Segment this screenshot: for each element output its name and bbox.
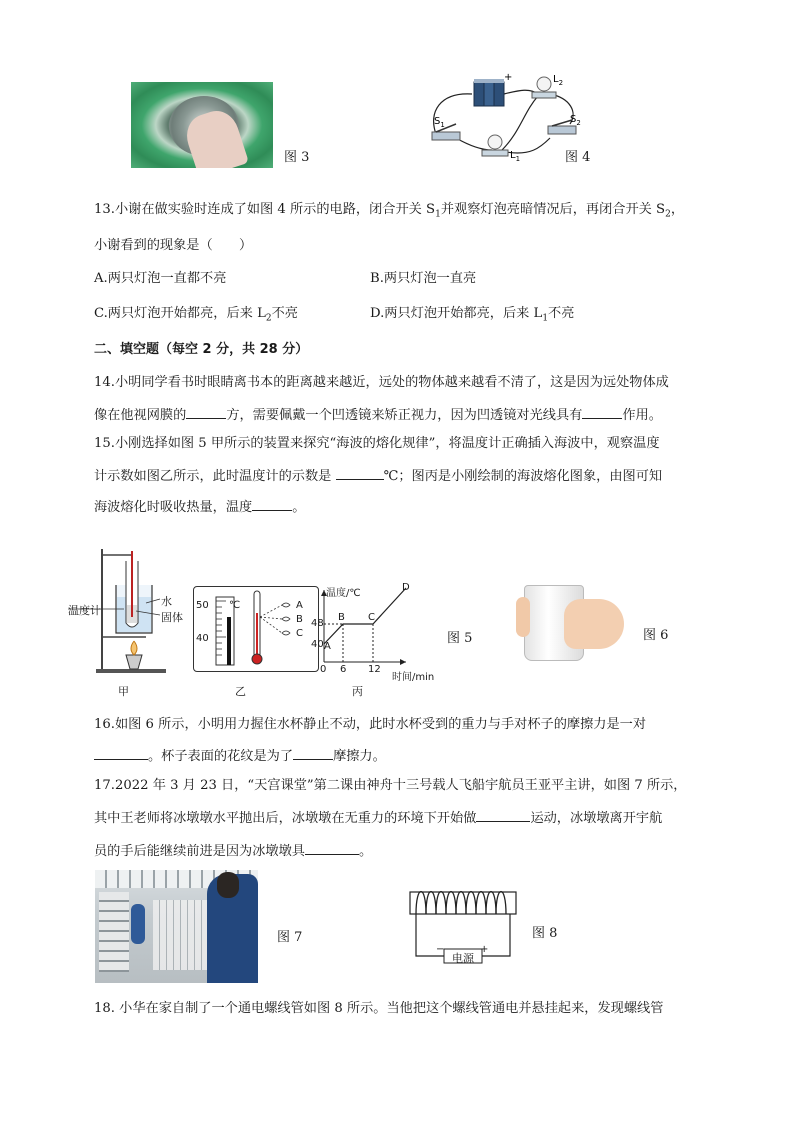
figure-7-photo [95,870,258,983]
figure-4-caption: 图 4 [565,150,591,165]
q17-line-3: 员的手后能继续前进是因为冰墩墩具 。 [94,841,372,861]
q13-option-c: C.两只灯泡开始都亮，后来 $L_2$不亮 [94,306,298,324]
q18-line-1: 18. 小华在家自制了一个通电螺线管如图 8 所示。当他把这个螺线管通电并悬挂起来，发现螺线管 [94,1001,664,1016]
q13-line-1: 13.小谢在做实验时连成了如图 4 所示的电路，闭合开关 $S_1$并观察灯泡亮暗情况后，再闭合开关 $S_2$， [94,202,684,220]
graph-y40: 40 [311,639,324,650]
bulb-l1-label: $L_1$ [510,150,521,163]
graph-ylabel: 温度/℃ [326,588,361,599]
figure-8-caption: 图 8 [532,926,558,941]
battery-plus-label: + [504,72,513,83]
coil-icon [416,892,506,915]
section-heading: 二、填空题（每空 2 分，共 28 分） [94,342,309,357]
q13-option-d: D.两只灯泡开始都亮，后来 $L_1$不亮 [370,306,575,324]
wire [434,94,472,134]
eye-a-label: A [296,600,303,611]
q16-line-2: 。杯子表面的花纹是为了 摩擦力。 [94,746,386,766]
graph-point-d: D [402,582,410,593]
power-label: 电源 [452,952,474,965]
eye-c-label: C [296,628,303,639]
figure-3-caption: 图 3 [284,150,310,165]
figure-6-caption: 图 6 [643,628,669,643]
graph-point-c: C [368,612,375,623]
answer-blank [186,405,226,419]
switch-s1-label: $S_1$ [434,116,445,129]
stand-base [96,669,166,673]
graph-point-b: B [338,612,345,623]
scale-40: 40 [196,633,209,644]
eye-b-label: B [296,614,303,625]
graph-x6: 6 [340,664,347,675]
flame [131,641,137,655]
q14-line-2: 像在他视网膜的 方，需要佩戴一个凹透镜来矫正视力，因为凹透镜对光线具有 作用。 [94,405,662,425]
sub-fig-bing: 丙 [352,685,363,698]
scale-unit: ℃ [229,600,241,611]
bulb-l2-label: $L_2$ [553,74,564,87]
battery-icon [474,79,504,106]
graph-point-a: A [324,641,331,652]
answer-blank [293,746,333,760]
graph-x12: 12 [368,664,381,675]
wire [456,138,492,150]
thumb-icon [516,597,530,637]
graph-xlabel: 时间/min [392,672,435,683]
q16-line-1: 16.如图 6 所示，小明用力握住水杯静止不动，此时水杯受到的重力与手对杯子的摩擦力是一对 [94,717,647,732]
answer-blank [305,841,359,855]
sub-fig-jia: 甲 [118,685,129,698]
switch-s2-label: $S_2$ [570,114,581,127]
answer-blank [252,497,292,511]
graph-y48: 48 [311,618,324,629]
power-plus: + [480,944,489,955]
solid-label: 固体 [161,611,183,624]
sub-fig-yi: 乙 [235,685,246,698]
astronaut-small-icon [131,904,145,944]
figure-5-caption: 图 5 [447,631,473,646]
q15-line-2: 计示数如图乙所示，此时温度计的示数是 ℃；图丙是小刚绘制的海波熔化图象，由图可知 [94,466,662,486]
bulb-l1-icon [482,135,508,156]
q13-line-2: 小谢看到的现象是（ ） [94,238,253,253]
figure-3-photo [131,82,273,168]
answer-blank [94,746,148,760]
q17-line-1: 17.2022 年 3 月 23 日，“天宫课堂”第二课由神舟十三号载人飞船宇航员王亚平主讲，如图 7 所示， [94,778,687,793]
answer-blank [476,808,530,822]
q13-option-a: A.两只灯泡一直都不亮 [94,271,227,286]
q14-line-1: 14.小明同学看书时眼睛离书本的距离越来越近，远处的物体越来越看不清了，这是因为远处物体成 [94,375,669,390]
q15-line-1: 15.小刚选择如图 5 甲所示的装置来探究“海波的熔化规律”，将温度计正确插入海波中，观察温度 [94,436,660,451]
graph-x0: 0 [320,664,327,675]
water-label: 水 [161,595,172,608]
figure-7-caption: 图 7 [277,930,303,945]
figure-6-cup-image [516,583,626,663]
answer-blank [336,466,384,480]
answer-blank [582,405,622,419]
wire [502,96,538,150]
q17-line-2: 其中王老师将冰墩墩水平抛出后，冰墩墩在无重力的环境下开始做 运动，冰墩墩离开宇航 [94,808,662,828]
scale-50: 50 [196,600,209,611]
q15-line-3: 海波熔化时吸收热量，温度 。 [94,497,305,517]
thermometer-label: 温度计 [68,604,101,617]
hand-icon [564,599,624,649]
power-minus: − [436,944,445,955]
q13-option-b: B.两只灯泡一直亮 [370,271,477,286]
